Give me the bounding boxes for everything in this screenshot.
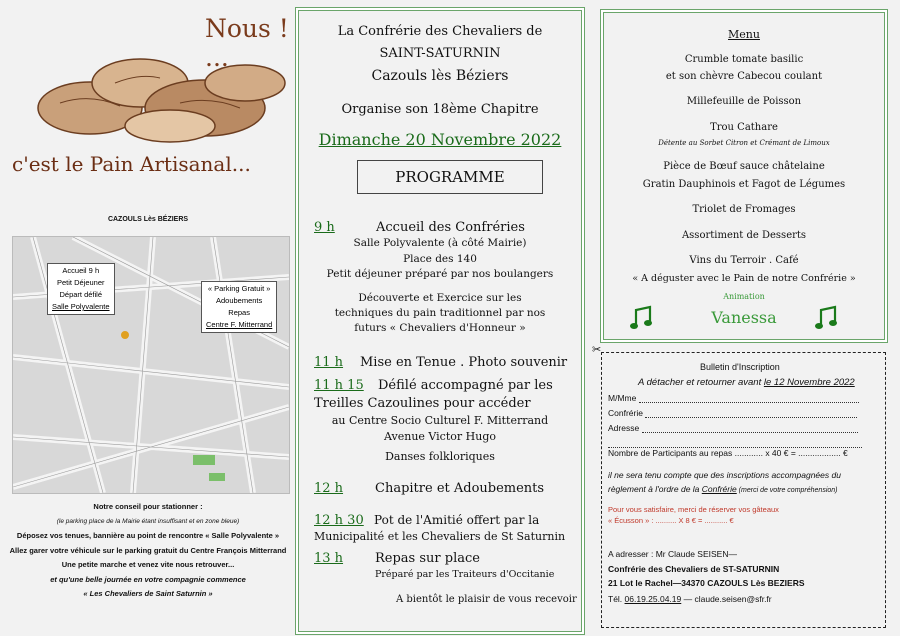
event-mise-en-tenue: Mise en Tenue . Photo souvenir	[360, 355, 568, 370]
menu-item-detail: Détente au Sorbet Citron et Crémant de Limoux	[658, 139, 830, 147]
contact-line: Tél. 06.19.25.04.19 — claude.seisen@sfr.fr	[608, 594, 772, 604]
event-accueil-line: techniques du pain traditionnel par nos	[334, 307, 546, 319]
field-address-2[interactable]	[608, 438, 862, 448]
org-line-2: SAINT-SATURNIN	[379, 46, 501, 61]
event-repas-title: Repas sur place	[375, 551, 480, 566]
menu-item: Millefeuille de Poisson	[686, 96, 802, 107]
event-accueil-line: Salle Polyvalente (à côté Mairie)	[353, 237, 527, 249]
music-note-icon	[813, 304, 841, 332]
scissors-icon: ✂	[592, 344, 602, 356]
menu-item: Triolet de Fromages	[692, 204, 796, 215]
menu-item: et son chèvre Cabecou coulant	[665, 71, 823, 82]
address-line: Confrérie des Chevaliers de ST-SATURNIN	[608, 564, 780, 574]
event-defile-line: Avenue Victor Hugo	[384, 430, 496, 443]
time-11h: 11 h	[314, 355, 344, 370]
org-line-4: Organise son 18ème Chapitre	[341, 102, 539, 117]
menu-item: Gratin Dauphinois et Fagot de Légumes	[642, 179, 846, 190]
event-defile-line: Treilles Cazoulines pour accéder	[314, 396, 531, 411]
field-gateaux[interactable]: « Écusson » : .......... X 8 € = ........... €	[608, 516, 734, 525]
event-accueil-line: futurs « Chevaliers d'Honneur »	[354, 322, 526, 334]
form-subtitle: A détacher et retourner avant le 12 Novembre 2022	[638, 377, 855, 388]
left-panel	[0, 0, 296, 636]
field-confrerie[interactable]: Confrérie	[608, 408, 857, 418]
field-address[interactable]: Adresse	[608, 423, 858, 433]
menu-item: Assortiment de Desserts	[681, 230, 807, 241]
field-name[interactable]: M/Mme	[608, 393, 859, 403]
address-line: A adresser : Mr Claude SEISEN—	[608, 549, 737, 559]
menu-item: Trou Cathare	[710, 122, 778, 133]
event-accueil-line: Place des 140	[403, 253, 477, 265]
nous-heading: Nous ! ...	[205, 14, 289, 72]
form-title: Bulletin d'Inscription	[700, 362, 780, 372]
menu-item: Pièce de Bœuf sauce châtelaine	[663, 161, 825, 172]
map-title: CAZOULS Lès BÉZIERS	[107, 216, 189, 223]
event-accueil-title: Accueil des Confréries	[376, 220, 525, 235]
time-9h: 9 h	[314, 220, 335, 235]
time-11h15: 11 h 15	[314, 378, 364, 393]
gateaux-note: Pour vous satisfaire, merci de réserver vos gâteaux	[608, 505, 779, 514]
event-chapitre: Chapitre et Adoubements	[375, 481, 545, 496]
form-note: il ne sera tenu compte que des inscriptions accompagnées du	[608, 470, 841, 480]
menu-title: Menu	[728, 28, 760, 41]
artisanal-slogan: c'est le Pain Artisanal...	[12, 152, 251, 176]
org-line-3: Cazouls lès Béziers	[371, 68, 509, 84]
animation-name: Vanessa	[711, 308, 777, 327]
event-pot-title: Pot de l'Amitié offert par la	[374, 513, 540, 527]
event-date: Dimanche 20 Novembre 2022	[318, 130, 562, 149]
event-accueil-line: Petit déjeuner préparé par nos boulangers	[326, 268, 554, 280]
address-line: 21 Lot le Rachel—34370 CAZOULS Lès BEZIERS	[608, 578, 805, 588]
event-repas-line: Préparé par les Traiteurs d'Occitanie	[375, 569, 555, 580]
form-note: règlement à l'ordre de la Confrérie (merci de votre compréhension)	[608, 484, 838, 494]
town-map	[12, 236, 290, 494]
time-12h: 12 h	[314, 481, 344, 496]
music-note-icon	[628, 304, 656, 332]
closing-line: A bientôt le plaisir de vous recevoir	[396, 594, 577, 605]
time-12h30: 12 h 30	[314, 513, 364, 528]
map-label-salle-polyvalente: Accueil 9 h Petit Déjeuner Départ défilé Salle Polyvalente	[47, 263, 115, 315]
event-pot-line: Municipalité et les Chevaliers de St Saturnin	[314, 530, 566, 543]
event-defile-line: au Centre Socio Culturel F. Mitterrand	[331, 414, 549, 427]
event-accueil-line: Découverte et Exercice sur les	[358, 292, 522, 304]
map-label-centre-mitterrand: « Parking Gratuit » Adoubements Repas Centre F. Mitterrand	[201, 281, 277, 333]
animation-label: Animation	[723, 292, 765, 301]
menu-item: Crumble tomate basilic	[684, 54, 804, 65]
time-13h: 13 h	[314, 551, 344, 566]
field-participants[interactable]: Nombre de Participants au repas ............ x 40 € = .................. €	[608, 448, 848, 458]
programme-heading: PROGRAMME	[357, 160, 543, 194]
event-defile-line: Danses folkloriques	[385, 450, 495, 463]
org-line-1: La Confrérie des Chevaliers de	[337, 24, 543, 39]
parking-advice: Notre conseil pour stationner : (le parking place de la Mairie étant insuffisant et en zone bleue) Déposez vos tenues, bannière au point de rencontre « Salle Polyvalente » Allez garer votre véhicule sur le parking gratuit du Centre François Mitterrand Une petite marche et venez vite nous retrouver... et qu'une belle journée en votre compagnie commence « Les Chevaliers de Saint Saturnin »	[9, 502, 287, 598]
event-defile-title: Défilé accompagné par les	[378, 378, 553, 393]
menu-item: « A déguster avec le Pain de notre Confrérie »	[632, 273, 856, 284]
bread-illustration	[30, 38, 295, 148]
menu-item: Vins du Terroir . Café	[689, 255, 799, 266]
